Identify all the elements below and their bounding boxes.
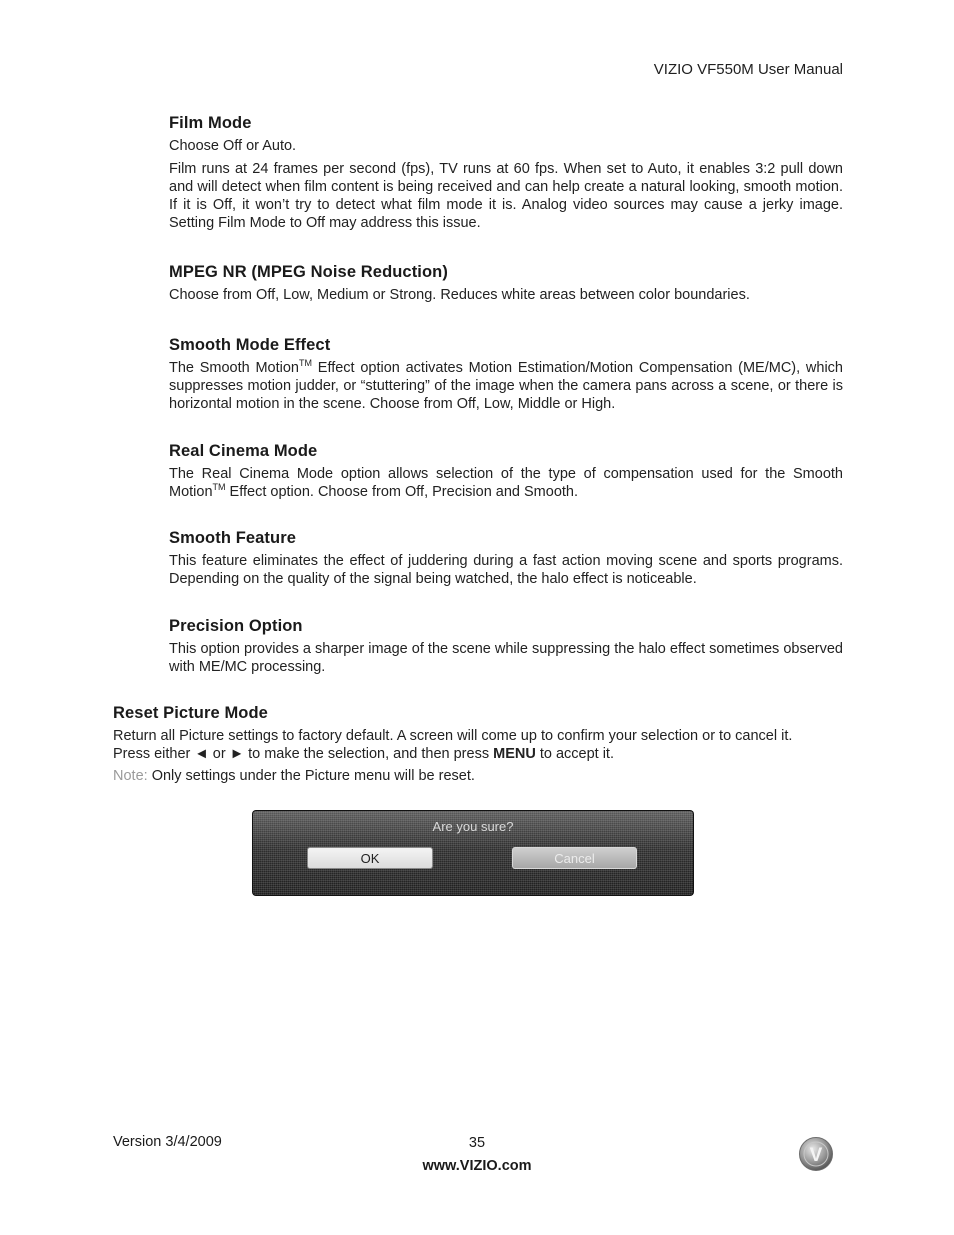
section-film-mode xyxy=(169,114,843,232)
cancel-button[interactable]: Cancel xyxy=(512,847,637,869)
note-text: Only settings under the Picture menu will be reset. xyxy=(147,768,475,784)
section-body: Choose from Off, Low, Medium or Strong. Reduces white areas between color boundaries. xyxy=(169,287,750,303)
section-title: Smooth Feature xyxy=(169,529,296,547)
section-body: This feature eliminates the effect of juddering during a fast action moving scene and sports programs. Depending on the quality of the signal being watched, the halo effect is noticeable. xyxy=(169,553,843,587)
body-text-start: Press either ◄ or ► to make the selection, and then press xyxy=(113,746,494,762)
section-title: MPEG NR (MPEG Noise Reduction) xyxy=(169,263,448,281)
section-title: Reset Picture Mode xyxy=(113,704,268,722)
vizio-logo-icon xyxy=(798,1136,834,1172)
logo-letter: V xyxy=(809,1145,823,1166)
section-body: Film runs at 24 frames per second (fps), TV runs at 60 fps. When set to Auto, it enables 3:2 pull down and will detect when film content is being received and can help create a natural looking, smooth motion. If it is Off, it won’t try to detect what film mode it is. Analog video sources may cause a jerky image. Setting Film Mode to Off may address this issue. xyxy=(169,161,843,231)
body-text-start: The Smooth Motion xyxy=(169,360,300,376)
section-smooth-mode-effect xyxy=(169,336,843,413)
trademark-mark: TM xyxy=(299,358,313,368)
section-body-line2 xyxy=(113,745,849,763)
body-text-end: to accept it. xyxy=(535,746,614,762)
section-body xyxy=(169,465,843,501)
section-body: This option provides a sharper image of the scene while suppressing the halo effect sometimes observed with ME/MC processing. xyxy=(169,641,843,675)
document-header: VIZIO VF550M User Manual xyxy=(653,61,843,78)
section-title: Real Cinema Mode xyxy=(169,442,318,460)
ok-button[interactable]: OK xyxy=(307,847,433,869)
note-label: Note: xyxy=(113,768,148,784)
confirm-dialog-screenshot xyxy=(253,811,693,895)
footer-center xyxy=(377,1134,577,1175)
section-smooth-feature xyxy=(169,529,843,588)
section-body xyxy=(169,359,843,413)
body-text-start: The Real Cinema Mode option allows selection of the type of compensation used for the Smooth Motion xyxy=(169,466,843,500)
note xyxy=(113,767,849,785)
dialog-title: Are you sure? xyxy=(432,819,514,834)
menu-key-label: MENU xyxy=(493,746,536,762)
section-title: Precision Option xyxy=(169,617,303,635)
section-mpeg-nr xyxy=(169,263,843,304)
trademark-mark: TM xyxy=(212,482,226,492)
section-precision-option xyxy=(169,617,843,676)
page-number: 35 xyxy=(468,1135,486,1151)
body-text-end: Effect option. Choose from Off, Precision and Smooth. xyxy=(225,484,579,500)
section-title: Film Mode xyxy=(169,114,252,132)
section-real-cinema-mode xyxy=(169,442,843,501)
website-link[interactable]: www.VIZIO.com xyxy=(422,1158,532,1174)
version-label: Version 3/4/2009 xyxy=(113,1134,222,1150)
section-title: Smooth Mode Effect xyxy=(169,336,331,354)
section-body-line1: Return all Picture settings to factory default. A screen will come up to confirm your selection or to cancel it. xyxy=(113,728,793,744)
section-intro: Choose Off or Auto. xyxy=(169,138,297,154)
section-reset-picture-mode xyxy=(113,704,849,785)
body-text-end: Effect option activates Motion Estimation/Motion Compensation (ME/MC), which suppresses motion judder, or “stuttering” of the image when the camera pans across a scene, or there is horizontal motion in the scene. Choose from Off, Low, Middle or High. xyxy=(169,360,843,412)
